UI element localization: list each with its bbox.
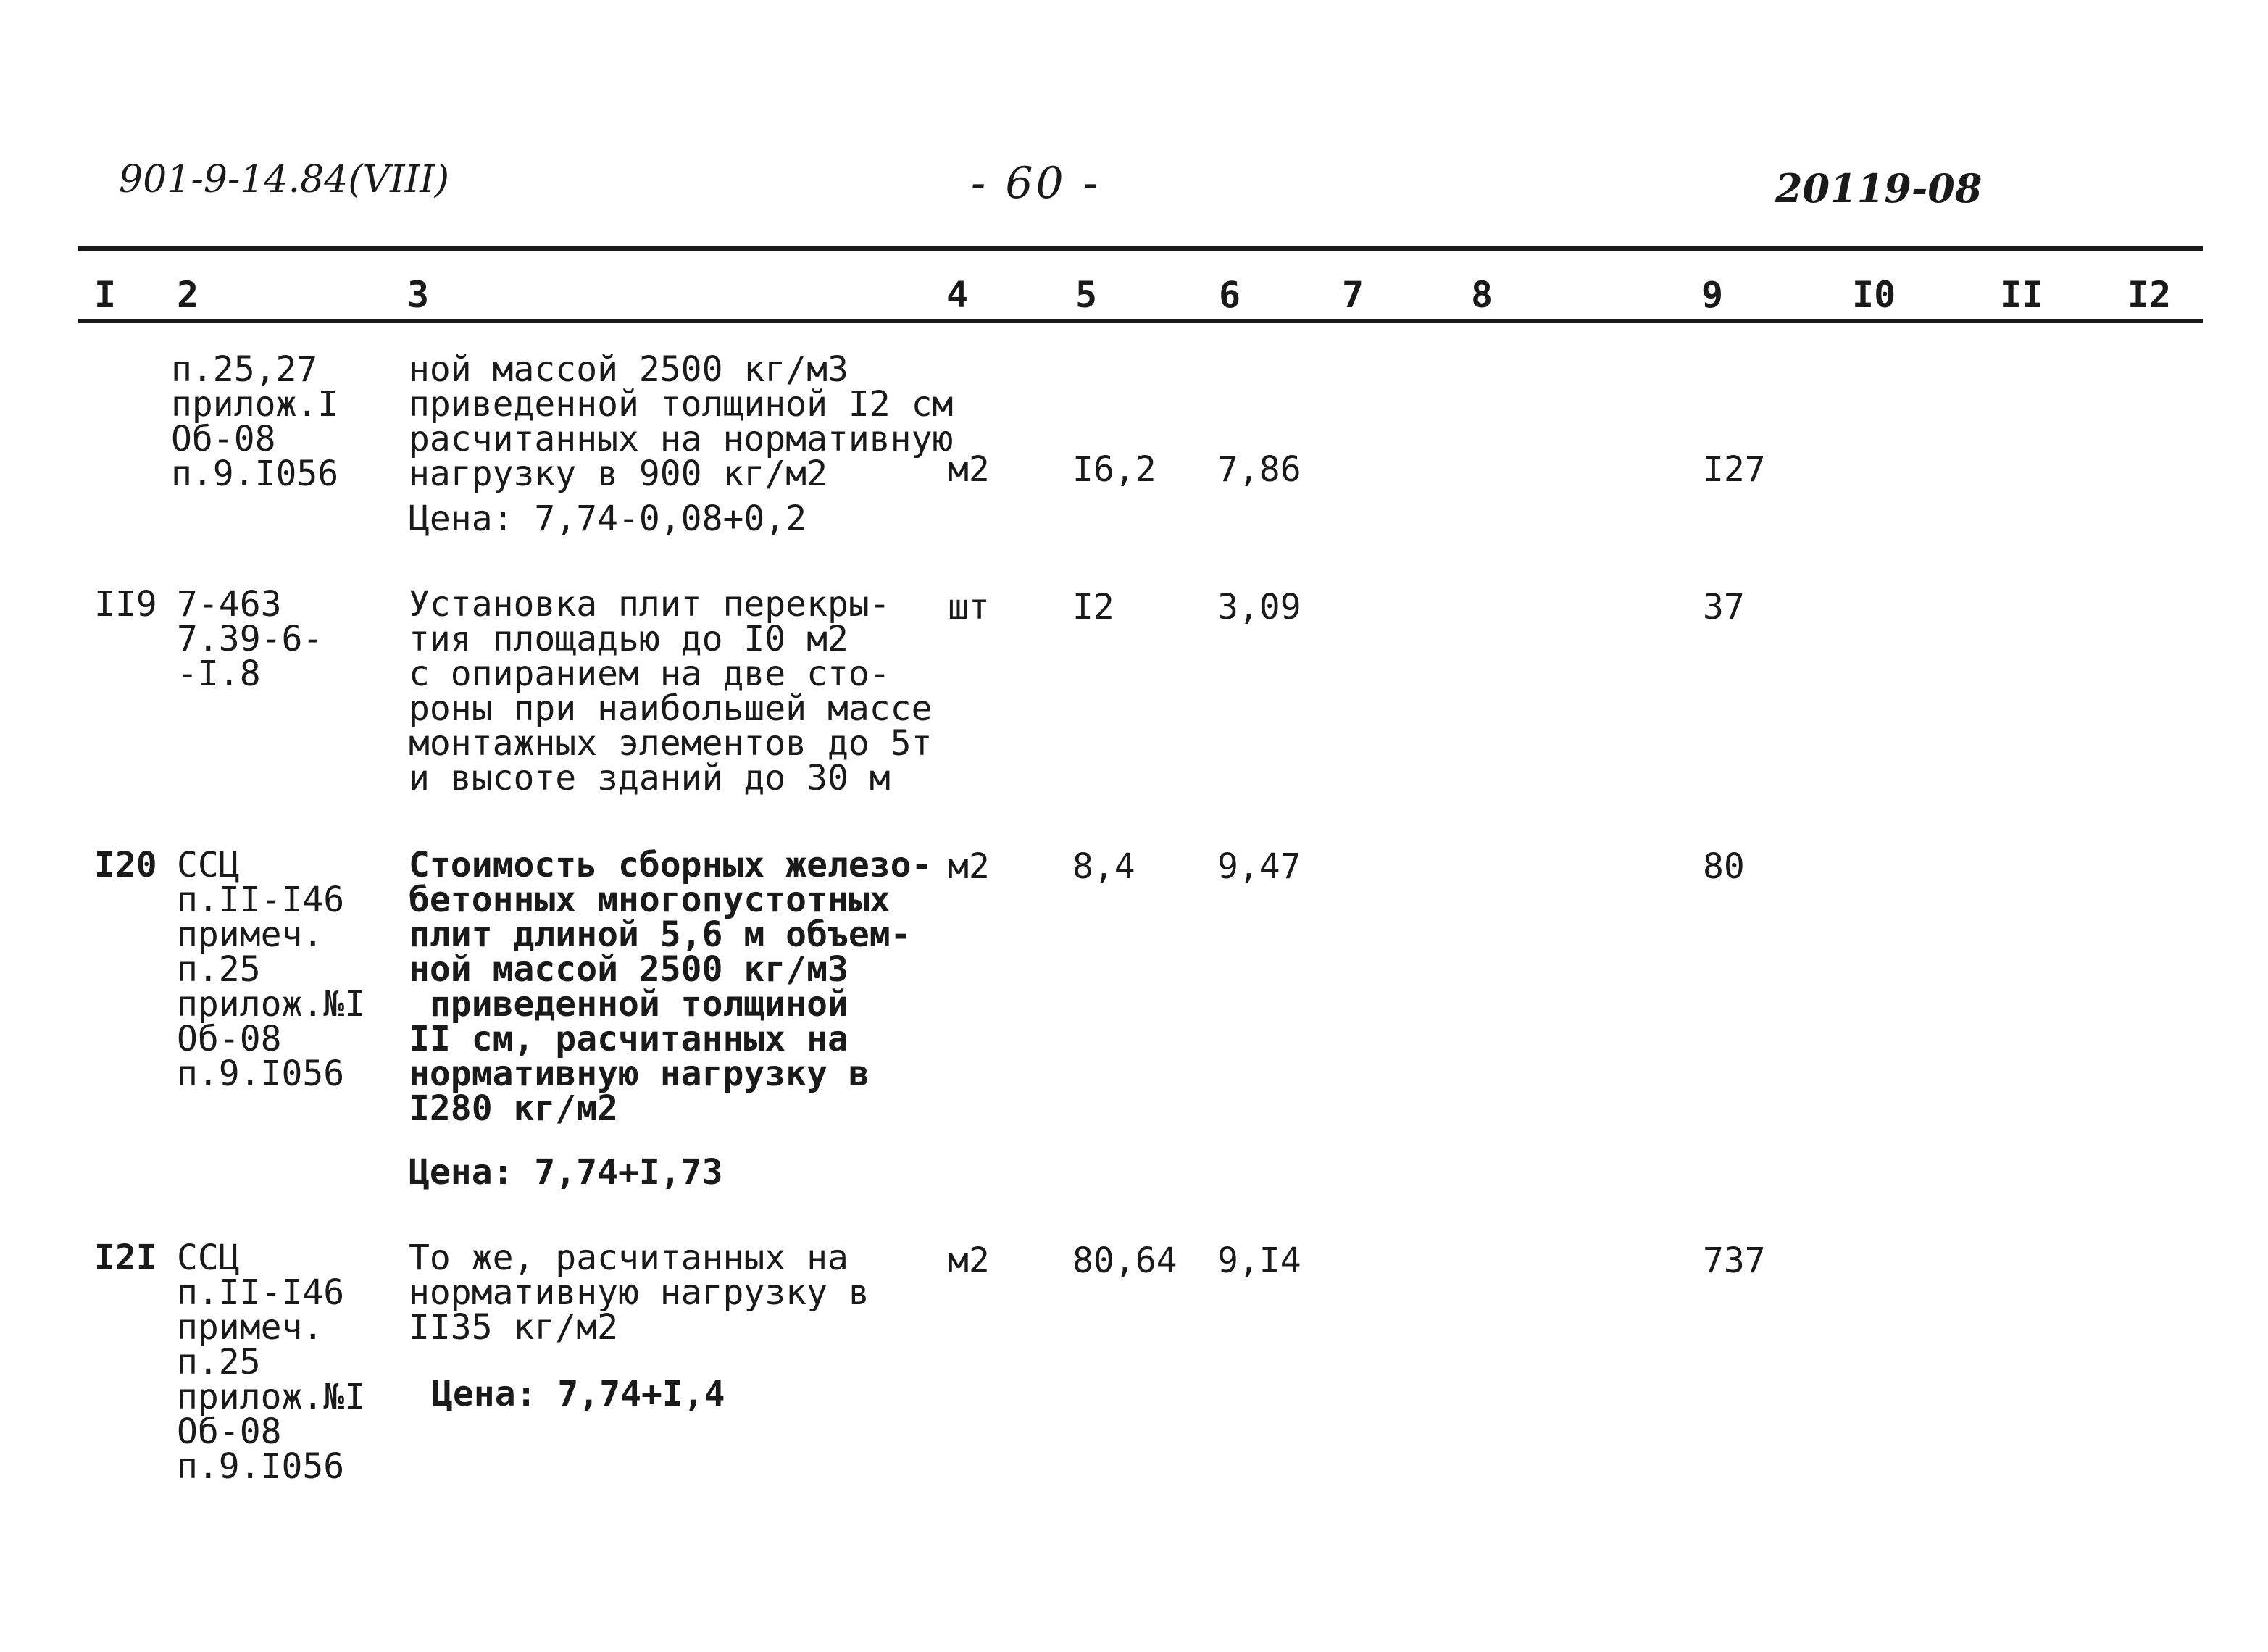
document-code: 901-9-14.84(VIII)	[119, 158, 450, 201]
col-head-10: I0	[1852, 274, 1896, 316]
row-unit: м2	[948, 846, 990, 887]
row-ref: п.25,27 прилож.I Об-08 п.9.I056	[171, 349, 339, 494]
col-head-4: 4	[946, 274, 969, 316]
row-number: I20	[94, 845, 157, 885]
row-unit-price: 3,09	[1217, 587, 1301, 627]
row-price-note: Цена: 7,74-0,08+0,2	[409, 498, 807, 539]
row-total: 37	[1703, 587, 1745, 627]
row-quantity: I6,2	[1072, 449, 1156, 490]
col-head-9: 9	[1701, 274, 1724, 316]
row-unit: м2	[948, 1240, 990, 1281]
row-description: Стоимость сборных железо- бетонных многопустотных плит длиной 5,6 м объем- ной массой 2500 кг/м3 приведенной толщиной II см, расчитанных на нормативную нагрузку в I280 кг/м2	[409, 845, 933, 1129]
col-head-11: II	[2000, 274, 2044, 316]
row-price-note: Цена: 7,74+I,73	[409, 1152, 723, 1193]
row-unit-price: 9,47	[1217, 846, 1301, 887]
row-quantity: 8,4	[1072, 846, 1135, 887]
top-rule	[78, 246, 2203, 251]
row-ref: ССЦ п.II-I46 примеч. п.25 прилож.№I Об-08 п.9.I056	[177, 845, 366, 1094]
row-description: То же, расчитанных на нормативную нагрузку в II35 кг/м2	[409, 1238, 870, 1348]
handwritten-stamp: 20119-08	[1775, 165, 1983, 212]
col-head-5: 5	[1075, 274, 1098, 316]
col-head-12: I2	[2127, 274, 2172, 316]
col-head-1: I	[94, 274, 117, 316]
col-head-7: 7	[1342, 274, 1364, 316]
row-number: II9	[94, 584, 157, 625]
row-unit: м2	[948, 449, 990, 490]
header-rule	[78, 319, 2203, 323]
row-quantity: I2	[1072, 587, 1114, 627]
row-number: I2I	[94, 1238, 157, 1278]
page-number: - 60 -	[971, 158, 1101, 209]
row-unit: шт	[948, 587, 990, 627]
col-head-6: 6	[1219, 274, 1241, 316]
col-head-2: 2	[177, 274, 199, 316]
row-unit-price: 7,86	[1217, 449, 1301, 490]
row-unit-price: 9,I4	[1217, 1240, 1301, 1281]
row-ref: ССЦ п.II-I46 примеч. п.25 прилож.№I Об-08 п.9.I056	[177, 1238, 366, 1487]
row-price-note: Цена: 7,74+I,4	[432, 1374, 725, 1414]
row-ref: 7-463 7.39-6- -I.8	[177, 584, 324, 694]
row-description: Установка плит перекры- тия площадью до I0 м2 с опиранием на две сто- роны при наибольшей массе монтажных элементов до 5т и высоте зданий до 30 м	[409, 584, 933, 798]
row-total: 737	[1703, 1240, 1766, 1281]
col-head-3: 3	[407, 274, 430, 316]
row-description: ной массой 2500 кг/м3 приведенной толщиной I2 см расчитанных на нормативную нагрузку в 900 кг/м2	[409, 349, 954, 494]
row-total: I27	[1703, 449, 1766, 490]
col-head-8: 8	[1471, 274, 1493, 316]
row-quantity: 80,64	[1072, 1240, 1177, 1281]
row-total: 80	[1703, 846, 1745, 887]
